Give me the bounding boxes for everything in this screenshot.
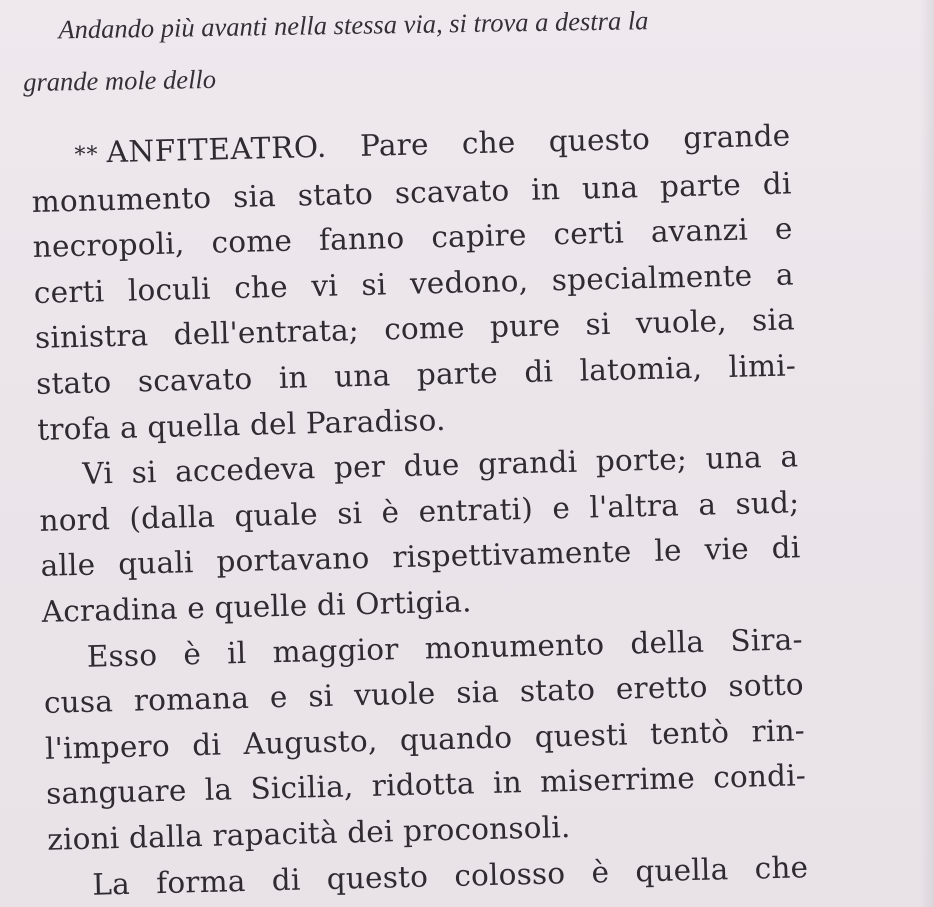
paragraph-anfiteatro bbox=[30, 113, 798, 453]
paragraph-line: trofa a quella del Paradiso. bbox=[36, 402, 446, 447]
paragraph-line: zioni dalla rapacità dei proconsoli. bbox=[46, 809, 571, 857]
intro-italic-text bbox=[22, 0, 804, 108]
paragraph-line: Vi si accedeva per due grandi porte; una a bbox=[81, 439, 799, 491]
intro-line-2: grande mole dello bbox=[22, 63, 217, 97]
paragraph-monumento bbox=[42, 617, 807, 863]
paragraph-line: cusa romana e si vuole sia stato eretto sotto bbox=[43, 667, 805, 720]
paragraph-line: alle quali portavano rispettivamente le vie di bbox=[40, 530, 801, 584]
paragraph-line: monumento sia stato scavato in una parte di bbox=[31, 166, 792, 219]
section-heading: ANFITEATRO. bbox=[106, 129, 328, 170]
paragraph-line: Esso è il maggior monumento della Sira- bbox=[86, 621, 804, 674]
main-text-body bbox=[30, 113, 809, 907]
paragraph-line: sanguare la Sicilia, ridotta in miserrime condi- bbox=[45, 758, 807, 812]
paragraph-line-text: Pare che questo grande bbox=[359, 118, 791, 163]
paragraph-line: La forma di questo colosso è quella che bbox=[91, 849, 809, 902]
paragraph-line: Acradina e quelle di Ortigia. bbox=[41, 584, 473, 629]
paragraph-line: necropoli, come fanno capire certi avanzi e bbox=[32, 211, 794, 265]
page-edge-shadow bbox=[920, 0, 934, 907]
intro-line-1: Andando più avanti nella stessa via, si trova a destra la bbox=[58, 5, 649, 45]
paragraph-porte bbox=[38, 434, 802, 635]
paragraph-line: stato scavato in una parte di latomia, limi- bbox=[35, 348, 797, 401]
double-asterisk-mark: ** bbox=[74, 142, 99, 168]
paragraph-line: l'impero di Augusto, quando questi tentò rin- bbox=[44, 712, 806, 766]
paragraph-line: sinistra dell'entrata; come pure si vuole, sia bbox=[34, 302, 796, 356]
paragraph-line: nord (dalla quale si è entrati) e l'altra a sud; bbox=[39, 485, 800, 538]
paragraph-line: certi loculi che vi si vedono, specialmente a bbox=[33, 257, 795, 310]
